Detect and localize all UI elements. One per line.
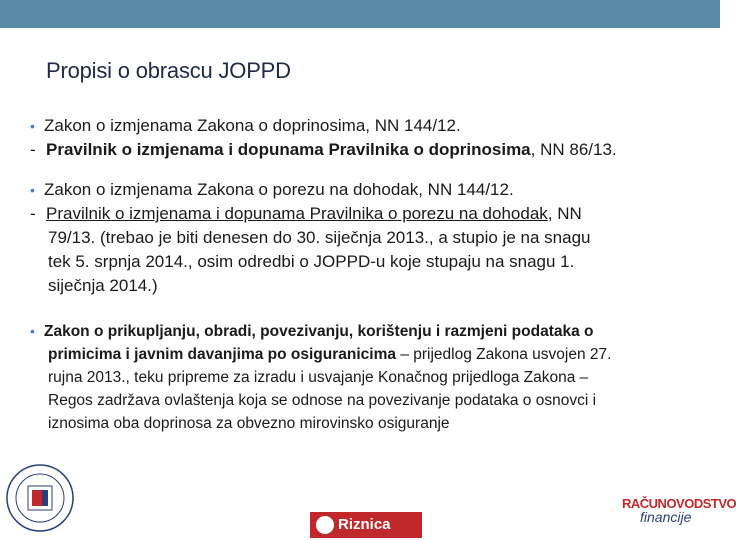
dash-icon: - <box>30 204 36 223</box>
bullet-icon: • <box>30 323 35 339</box>
list-item: • Zakon o izmjenama Zakona o porezu na dohodak, NN 144/12. <box>30 178 710 202</box>
slide-content <box>30 114 710 435</box>
list-item: • Zakon o prikupljanju, obradi, povezivanju, korištenju i razmjeni podataka o <box>30 320 710 343</box>
riznica-logo: Riznica <box>310 512 422 538</box>
association-seal-icon <box>4 462 76 534</box>
block-doprinosi <box>30 114 710 162</box>
slide-title: Propisi o obrascu JOPPD <box>46 58 291 83</box>
sub-list-item: - Pravilnik o izmjenama i dopunama Pravilnika o doprinosima, NN 86/13. <box>30 138 710 162</box>
block-dohodak: • Zakon o izmjenama Zakona o porezu na dohodak, NN 144/12. - Pravilnik o izmjenama i dopunama Pravilnika o porezu na dohodak, NN 79/13. (trebao je biti denesen do 30. siječnja 2013., a stupio je na snagu tek 5. srpnja 2014., osim odredbi o JOPPD-u koje stupaju na snagu 1. siječnja 2014.) <box>30 178 710 298</box>
sub-list-item: - Pravilnik o izmjenama i dopunama Pravilnika o porezu na dohodak, NN <box>30 202 710 226</box>
bullet-icon: • <box>30 182 35 198</box>
list-item: • Zakon o izmjenama Zakona o doprinosima, NN 144/12. <box>30 114 710 138</box>
top-banner <box>0 0 720 28</box>
riznica-seal-icon <box>316 516 334 534</box>
racunovodstvo-logo: RAČUNOVODSTVO financije <box>622 496 736 525</box>
bullet-icon: • <box>30 118 35 134</box>
dash-icon: - <box>30 140 36 159</box>
block-zakon-prikupljanje: • Zakon o prikupljanju, obradi, povezivanju, korištenju i razmjeni podataka o primicima i javnim davanjima po osiguranicima – prijedlog Zakona usvojen 27. rujna 2013., teku pripreme za izradu i usvajanje Konačnog prijedloga Zakona – Regos zadržava ovlaštenja koja se odnose na povezivanje podataka o osnovci i iznosima oba doprinosa za obvezno mirovinsko osiguranje <box>30 320 710 435</box>
pravilnik-link[interactable]: Pravilnik o izmjenama i dopunama Pravilnika o porezu na dohodak <box>46 204 548 223</box>
